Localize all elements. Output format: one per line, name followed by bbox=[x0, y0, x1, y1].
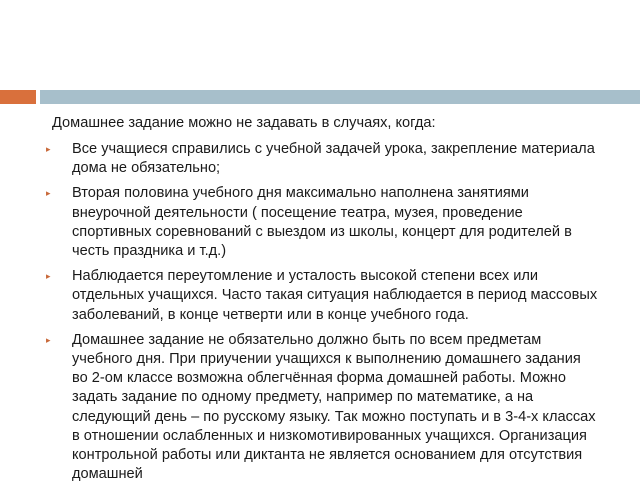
bullet-text: Домашнее задание не обязательно должно быть по всем предметам учебного дня. При приучении учащихся к выполнению домашнего задания во 2-ом классе возможна облегчённая форма домашней работы. Можно задать задание по одному предмету, например по математике, а на следующий день – по русскому языку. Так можно поступать и в 3-4-х классах в отношении ослабленных и низкомотивированных учащихся. Организация контрольной работы или диктанта не является основанием для отсутствия домашней bbox=[72, 331, 596, 483]
intro-text: Домашнее задание можно не задавать в случаях, когда: bbox=[52, 115, 436, 131]
list-item bbox=[46, 140, 600, 178]
bullet-text: Наблюдается переутомление и усталость высокой степени всех или отдельных учащихся. Часто такая ситуация наблюдается в период массовых заболеваний, в конце четверти или в конце учебного года. bbox=[72, 268, 598, 323]
bullet-text: Все учащиеся справились с учебной задачей урока, закрепление материала дома не обязательно; bbox=[72, 141, 595, 177]
accent-bar-orange bbox=[0, 90, 36, 104]
list-item bbox=[46, 331, 600, 484]
list-item bbox=[46, 267, 600, 325]
triangle-bullet-icon: ▸ bbox=[46, 334, 51, 345]
triangle-bullet-icon: ▸ bbox=[46, 144, 51, 154]
header-rule-bar bbox=[40, 90, 640, 104]
slide-content bbox=[46, 114, 600, 483]
triangle-bullet-icon: ▸ bbox=[46, 188, 51, 199]
bullet-list bbox=[46, 140, 600, 484]
triangle-bullet-icon: ▸ bbox=[46, 271, 51, 282]
list-item bbox=[46, 184, 600, 261]
bullet-text: Вторая половина учебного дня максимально наполнена занятиями внеурочной деятельности ( посещение театра, музея, проведение спортивных соревнований с выездом из школы, концерт для родителей в честь праздника и т.д.) bbox=[72, 185, 572, 260]
